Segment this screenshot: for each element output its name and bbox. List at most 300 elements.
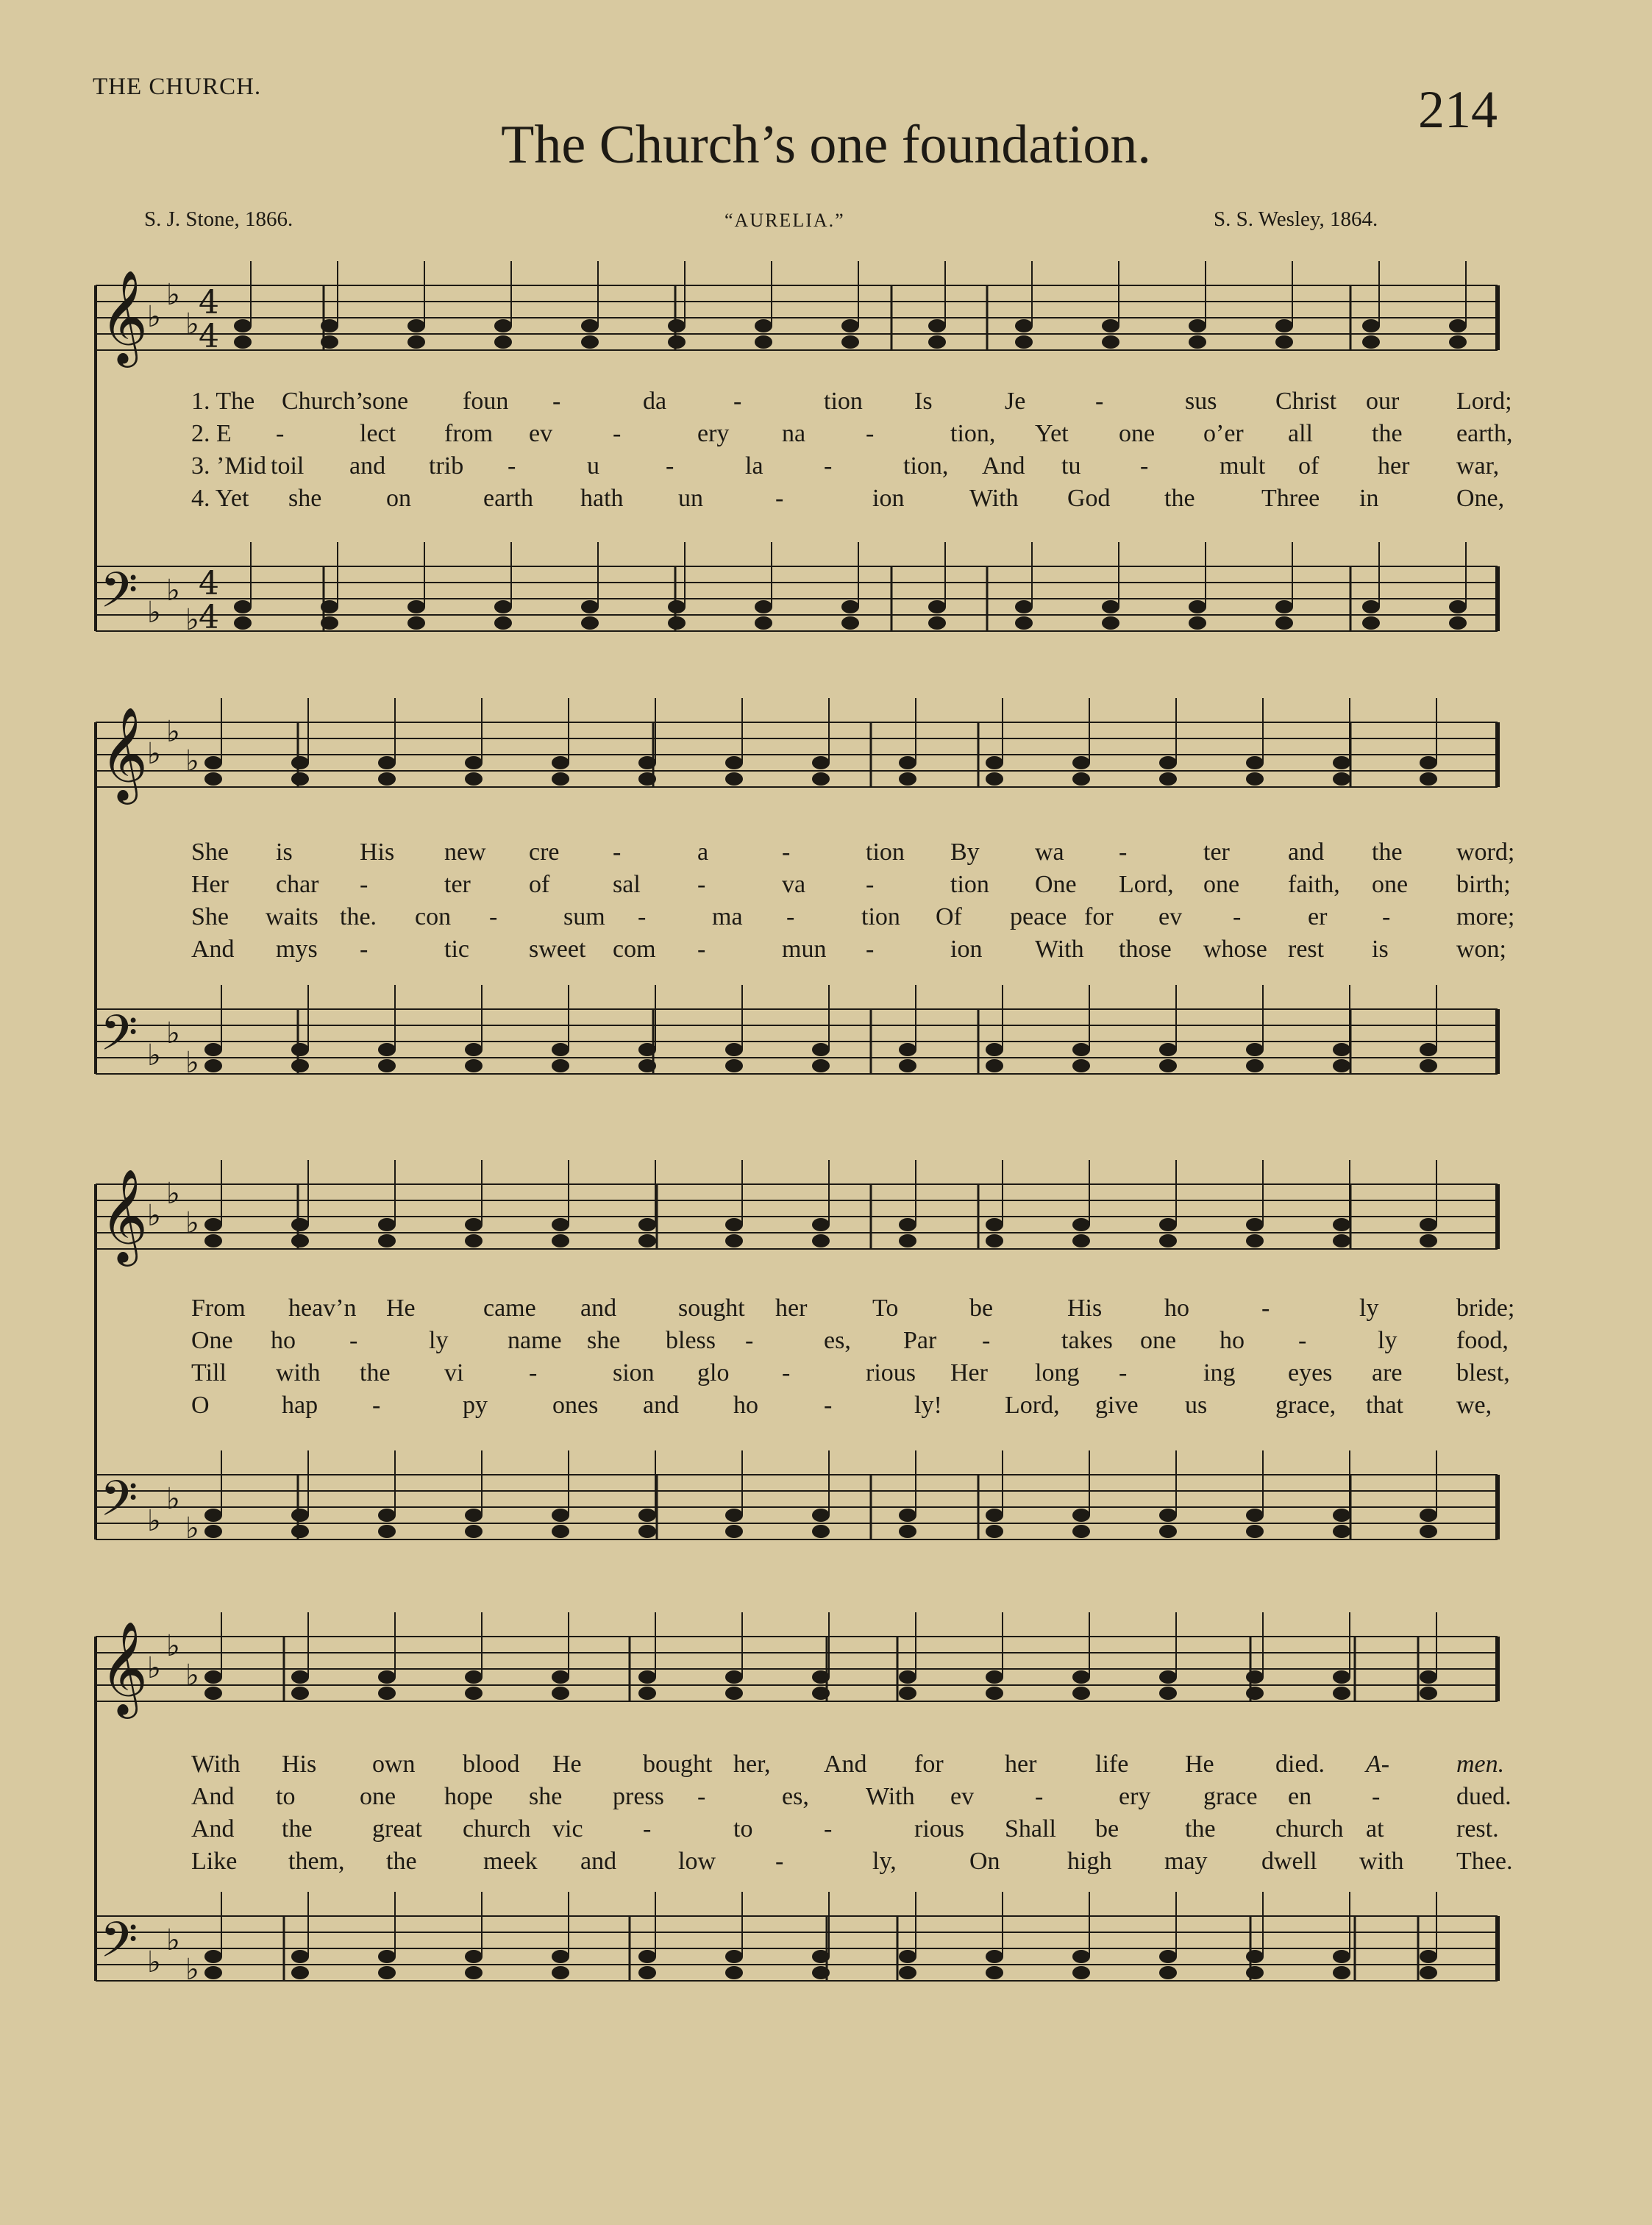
notehead: [1420, 1687, 1437, 1700]
lyric-syllable: one: [1203, 871, 1240, 898]
lyric-syllable: His: [282, 1751, 317, 1778]
lyric-syllable: we,: [1456, 1392, 1492, 1419]
flat-icon: ♭: [185, 1512, 199, 1545]
notehead: [1159, 1670, 1177, 1684]
composer-credit: S. S. Wesley, 1864.: [1214, 207, 1378, 231]
lyric-syllable: -: [643, 1815, 652, 1843]
flat-icon: ♭: [166, 1482, 180, 1516]
lyric-syllable: tion: [824, 388, 863, 415]
flat-icon: ♭: [166, 1177, 180, 1211]
lyric-syllable: hath: [580, 485, 624, 512]
notehead: [204, 1966, 222, 1979]
notehead: [552, 1670, 569, 1684]
lyric-syllable: war,: [1456, 452, 1500, 480]
notehead: [638, 1670, 656, 1684]
flat-icon: ♭: [185, 1659, 199, 1692]
lyric-syllable: She: [191, 903, 229, 930]
lyric-syllable: er: [1308, 903, 1328, 930]
notehead: [1420, 1670, 1437, 1684]
lyric-syllable: eyes: [1288, 1359, 1333, 1386]
lyric-syllable: -: [1233, 903, 1242, 930]
lyric-syllable: bless: [666, 1327, 716, 1354]
notehead: [638, 1966, 656, 1979]
lyric-syllable: the: [1185, 1815, 1216, 1843]
lyric-syllable: be: [1095, 1815, 1119, 1843]
lyric-syllable: -: [866, 871, 875, 898]
lyric-syllable: char: [276, 871, 319, 898]
lyric-syllable: tion: [866, 839, 905, 866]
lyric-syllable: mun: [782, 936, 827, 963]
lyric-syllable: ly!: [914, 1392, 942, 1419]
lyric-syllable: es,: [824, 1327, 851, 1354]
notehead: [986, 1966, 1003, 1979]
lyric-syllable: 3. ’Mid: [191, 452, 266, 480]
notehead: [378, 1966, 396, 1979]
lyric-syllable: meek: [483, 1848, 538, 1875]
lyric-syllable: with: [1359, 1848, 1404, 1875]
notehead: [1072, 1950, 1090, 1963]
lyric-syllable: word;: [1456, 839, 1515, 866]
lyric-syllable: -: [1298, 1327, 1307, 1354]
lyric-syllable: rious: [914, 1815, 964, 1843]
lyric-syllable: -: [824, 1815, 833, 1843]
lyric-syllable: tic: [444, 936, 469, 963]
lyric-syllable: tu: [1061, 452, 1081, 480]
lyric-syllable: vi: [444, 1359, 464, 1386]
lyric-syllable: ho: [1220, 1327, 1245, 1354]
lyric-syllable: hap: [282, 1392, 318, 1419]
lyric-syllable: ly: [1359, 1295, 1379, 1322]
lyric-syllable: By: [950, 839, 980, 866]
lyric-syllable: -: [1095, 388, 1104, 415]
lyric-syllable: the.: [340, 903, 377, 930]
lyric-syllable: -: [1140, 452, 1149, 480]
lyric-syllable: one: [360, 1783, 396, 1810]
lyric-syllable: of: [529, 871, 550, 898]
notehead: [1246, 1687, 1264, 1700]
lyric-syllable: un: [678, 485, 703, 512]
lyric-syllable: -: [372, 1392, 381, 1419]
lyric-syllable: -: [824, 1392, 833, 1419]
lyric-syllable: Je: [1005, 388, 1026, 415]
notehead: [465, 1950, 483, 1963]
lyric-syllable: her,: [733, 1751, 771, 1778]
lyric-syllable: Three: [1261, 485, 1320, 512]
lyric-syllable: -: [666, 452, 674, 480]
lyric-syllable: more;: [1456, 903, 1515, 930]
lyric-syllable: her: [1378, 452, 1410, 480]
notehead: [899, 1966, 916, 1979]
notehead: [378, 1950, 396, 1963]
flat-icon: ♭: [166, 1923, 180, 1957]
hymn-number: 214: [1418, 80, 1498, 139]
lyric-syllable: con: [415, 903, 452, 930]
lyric-syllable: at: [1366, 1815, 1384, 1843]
time-signature: 4: [199, 565, 219, 602]
lyric-syllable: tion,: [950, 420, 996, 447]
lyric-syllable: -: [697, 871, 706, 898]
lyric-syllable: name: [508, 1327, 562, 1354]
lyric-syllable: may: [1164, 1848, 1208, 1875]
notehead: [725, 1670, 743, 1684]
lyric-syllable: -: [349, 1327, 358, 1354]
notehead: [291, 1687, 309, 1700]
lyric-syllable: She: [191, 839, 229, 866]
lyric-syllable: a: [697, 839, 709, 866]
lyric-syllable: A-: [1366, 1751, 1390, 1778]
lyric-syllable: And: [191, 1815, 235, 1843]
flat-icon: ♭: [147, 596, 161, 630]
lyric-syllable: tion,: [903, 452, 949, 480]
lyric-syllable: ly: [1378, 1327, 1398, 1354]
lyric-line: [0, 1848, 1652, 1877]
lyric-syllable: on: [386, 485, 411, 512]
lyric-syllable: mys: [276, 936, 318, 963]
time-signature: 4: [199, 284, 219, 321]
lyric-syllable: Church’s: [282, 388, 372, 415]
lyric-syllable: -: [613, 839, 622, 866]
lyric-syllable: ing: [1203, 1359, 1236, 1386]
lyric-syllable: ion: [872, 485, 905, 512]
lyric-syllable: one: [1372, 871, 1409, 898]
lyric-syllable: With: [866, 1783, 915, 1810]
lyric-syllable: -: [697, 936, 706, 963]
lyric-syllable: those: [1119, 936, 1172, 963]
lyric-syllable: grace: [1203, 1783, 1258, 1810]
lyric-syllable: ho: [271, 1327, 296, 1354]
lyric-syllable: heav’n: [288, 1295, 357, 1322]
lyric-syllable: takes: [1061, 1327, 1113, 1354]
lyric-syllable: faith,: [1288, 871, 1340, 898]
lyric-syllable: dwell: [1261, 1848, 1317, 1875]
lyric-syllable: and: [580, 1295, 617, 1322]
bass-clef-icon: 𝄢: [100, 1912, 138, 1980]
flat-icon: ♭: [166, 1017, 180, 1050]
notehead: [465, 1687, 483, 1700]
notehead: [1333, 1966, 1350, 1979]
lyric-syllable: na: [782, 420, 806, 447]
lyric-syllable: -: [1035, 1783, 1044, 1810]
bass-clef-icon: 𝄢: [100, 1470, 138, 1539]
flat-icon: ♭: [147, 1039, 161, 1072]
lyric-syllable: dued.: [1456, 1783, 1512, 1810]
lyric-syllable: her: [1005, 1751, 1037, 1778]
lyric-syllable: -: [786, 903, 795, 930]
notehead: [986, 1950, 1003, 1963]
lyric-syllable: the: [386, 1848, 417, 1875]
lyric-syllable: sal: [613, 871, 641, 898]
lyric-syllable: -: [697, 1783, 706, 1810]
lyric-syllable: -: [552, 388, 561, 415]
lyric-syllable: -: [360, 936, 369, 963]
lyric-syllable: -: [824, 452, 833, 480]
lyric-syllable: is: [1372, 936, 1389, 963]
lyric-syllable: long: [1035, 1359, 1080, 1386]
treble-clef-icon: 𝄞: [100, 1620, 149, 1715]
lyric-syllable: ho: [733, 1392, 758, 1419]
lyric-syllable: Like: [191, 1848, 238, 1875]
flat-icon: ♭: [185, 744, 199, 778]
notehead: [1159, 1966, 1177, 1979]
lyric-syllable: -: [982, 1327, 991, 1354]
notehead: [552, 1950, 569, 1963]
lyric-syllable: vic: [552, 1815, 583, 1843]
lyric-syllable: one: [1119, 420, 1156, 447]
lyric-syllable: trib: [429, 452, 464, 480]
lyric-syllable: God: [1067, 485, 1111, 512]
flat-icon: ♭: [147, 300, 161, 334]
notehead: [638, 1687, 656, 1700]
lyric-syllable: -: [1261, 1295, 1270, 1322]
lyric-syllable: and: [1288, 839, 1325, 866]
notehead: [986, 1687, 1003, 1700]
lyric-syllable: Lord;: [1456, 388, 1512, 415]
lyric-syllable: men.: [1456, 1751, 1505, 1778]
lyric-syllable: church: [1275, 1815, 1344, 1843]
notehead: [204, 1687, 222, 1700]
notehead: [204, 1950, 222, 1963]
lyric-syllable: grace,: [1275, 1392, 1336, 1419]
lyric-syllable: 2. E: [191, 420, 232, 447]
lyric-syllable: sum: [563, 903, 605, 930]
notehead: [1246, 1966, 1264, 1979]
lyric-syllable: our: [1366, 388, 1400, 415]
lyric-syllable: da: [643, 388, 667, 415]
lyric-syllable: rest: [1288, 936, 1325, 963]
flat-icon: ♭: [147, 737, 161, 771]
lyric-syllable: for: [1084, 903, 1114, 930]
lyric-syllable: came: [483, 1295, 536, 1322]
lyric-syllable: ery: [1119, 1783, 1151, 1810]
lyric-syllable: And: [824, 1751, 867, 1778]
lyric-syllable: new: [444, 839, 486, 866]
notehead: [1420, 1950, 1437, 1963]
flat-icon: ♭: [185, 1046, 199, 1080]
lyric-syllable: mult: [1220, 452, 1266, 480]
lyric-syllable: va: [782, 871, 806, 898]
lyric-syllable: -: [733, 388, 742, 415]
lyric-syllable: tion: [861, 903, 900, 930]
flat-icon: ♭: [166, 715, 180, 749]
author-credit: S. J. Stone, 1866.: [144, 207, 293, 231]
lyric-syllable: life: [1095, 1751, 1129, 1778]
lyric-syllable: o’er: [1203, 420, 1244, 447]
lyric-syllable: earth: [483, 485, 533, 512]
lyric-syllable: with: [276, 1359, 321, 1386]
bass-clef-icon: 𝄢: [100, 1005, 138, 1073]
lyric-syllable: en: [1288, 1783, 1312, 1810]
notehead: [1072, 1687, 1090, 1700]
lyric-syllable: waits: [266, 903, 318, 930]
lyric-syllable: ones: [552, 1392, 599, 1419]
notehead: [1333, 1687, 1350, 1700]
notehead: [1159, 1950, 1177, 1963]
lyric-syllable: blood: [463, 1751, 520, 1778]
bass-clef-icon: 𝄢: [100, 562, 138, 630]
lyric-syllable: Thee.: [1456, 1848, 1513, 1875]
notehead: [465, 1670, 483, 1684]
lyric-syllable: one: [372, 388, 409, 415]
lyric-syllable: And: [191, 1783, 235, 1810]
lyric-syllable: -: [775, 485, 784, 512]
flat-icon: ♭: [147, 1945, 161, 1979]
lyric-syllable: the: [1372, 839, 1403, 866]
lyric-syllable: for: [914, 1751, 944, 1778]
notehead: [812, 1687, 830, 1700]
lyric-syllable: whose: [1203, 936, 1267, 963]
lyric-syllable: and: [349, 452, 386, 480]
lyric-syllable: ter: [1203, 839, 1230, 866]
lyric-syllable: high: [1067, 1848, 1112, 1875]
lyric-syllable: ery: [697, 420, 730, 447]
lyric-syllable: es,: [782, 1783, 809, 1810]
lyric-syllable: us: [1185, 1392, 1208, 1419]
lyric-syllable: to: [276, 1783, 296, 1810]
lyric-syllable: low: [678, 1848, 716, 1875]
lyric-syllable: rious: [866, 1359, 916, 1386]
lyric-syllable: py: [463, 1392, 488, 1419]
lyric-syllable: Of: [936, 903, 962, 930]
lyric-syllable: ma: [712, 903, 743, 930]
lyric-syllable: the: [1372, 420, 1403, 447]
lyric-syllable: wa: [1035, 839, 1064, 866]
lyric-syllable: -: [1382, 903, 1391, 930]
lyric-syllable: -: [1119, 1359, 1128, 1386]
lyric-syllable: With: [191, 1751, 241, 1778]
lyric-syllable: -: [360, 871, 369, 898]
lyric-syllable: bride;: [1456, 1295, 1515, 1322]
time-signature: 4: [199, 599, 219, 636]
lyric-syllable: the: [282, 1815, 313, 1843]
lyric-syllable: -: [745, 1327, 754, 1354]
treble-clef-icon: 𝄞: [100, 706, 149, 800]
notehead: [725, 1950, 743, 1963]
lyric-syllable: Par: [903, 1327, 937, 1354]
notehead: [204, 1670, 222, 1684]
lyric-syllable: won;: [1456, 936, 1506, 963]
lyric-syllable: Her: [950, 1359, 988, 1386]
lyric-syllable: rest.: [1456, 1815, 1499, 1843]
lyric-syllable: Lord,: [1119, 871, 1174, 898]
lyric-syllable: in: [1359, 485, 1379, 512]
notehead: [725, 1687, 743, 1700]
lyric-syllable: ion: [950, 936, 983, 963]
lyric-syllable: u: [587, 452, 599, 480]
lyric-syllable: ly,: [872, 1848, 897, 1875]
notehead: [291, 1670, 309, 1684]
notehead: [552, 1966, 569, 1979]
lyric-syllable: -: [276, 420, 285, 447]
flat-icon: ♭: [147, 1651, 161, 1685]
lyric-syllable: foun: [463, 388, 509, 415]
lyric-syllable: peace: [1010, 903, 1067, 930]
lyric-syllable: -: [782, 839, 791, 866]
lyric-syllable: On: [969, 1848, 1000, 1875]
lyric-syllable: His: [360, 839, 395, 866]
lyric-syllable: church: [463, 1815, 531, 1843]
flat-icon: ♭: [147, 1504, 161, 1538]
notehead: [378, 1687, 396, 1700]
lyric-syllable: of: [1298, 452, 1320, 480]
lyric-syllable: blest,: [1456, 1359, 1510, 1386]
lyric-syllable: One: [1035, 871, 1077, 898]
lyric-syllable: food,: [1456, 1327, 1509, 1354]
lyric-syllable: one: [1140, 1327, 1177, 1354]
lyric-syllable: earth,: [1456, 420, 1513, 447]
lyric-syllable: ev: [529, 420, 553, 447]
lyric-syllable: all: [1288, 420, 1313, 447]
lyric-syllable: He: [552, 1751, 582, 1778]
notehead: [986, 1670, 1003, 1684]
lyric-syllable: -: [775, 1848, 784, 1875]
notehead: [1072, 1966, 1090, 1979]
notehead: [812, 1950, 830, 1963]
treble-clef-icon: 𝄞: [100, 1168, 149, 1262]
lyric-line: [0, 1783, 1652, 1812]
lyric-syllable: 1. The: [191, 388, 255, 415]
lyric-syllable: the: [1164, 485, 1195, 512]
notehead: [378, 1670, 396, 1684]
lyric-syllable: own: [372, 1751, 416, 1778]
lyric-syllable: press: [613, 1783, 664, 1810]
notehead: [899, 1950, 916, 1963]
lyric-syllable: 4. Yet: [191, 485, 249, 512]
lyric-syllable: -: [638, 903, 647, 930]
lyric-syllable: He: [386, 1295, 416, 1322]
lyric-syllable: His: [1067, 1295, 1103, 1322]
lyric-syllable: toil: [271, 452, 305, 480]
lyric-syllable: bought: [643, 1751, 713, 1778]
lyric-syllable: her: [775, 1295, 808, 1322]
lyric-syllable: give: [1095, 1392, 1139, 1419]
lyric-syllable: tion: [950, 871, 989, 898]
notehead: [812, 1966, 830, 1979]
notehead: [465, 1966, 483, 1979]
lyric-syllable: To: [872, 1295, 899, 1322]
notehead: [638, 1950, 656, 1963]
lyric-syllable: glo: [697, 1359, 730, 1386]
lyric-syllable: she: [529, 1783, 563, 1810]
lyric-syllable: O: [191, 1392, 210, 1419]
hymn-title: The Church’s one foundation.: [501, 115, 1151, 175]
lyric-syllable: sweet: [529, 936, 586, 963]
lyric-syllable: -: [866, 936, 875, 963]
lyric-syllable: ev: [950, 1783, 975, 1810]
lyric-syllable: be: [969, 1295, 994, 1322]
notehead: [291, 1966, 309, 1979]
lyric-syllable: la: [745, 452, 763, 480]
lyric-syllable: com: [613, 936, 656, 963]
flat-icon: ♭: [166, 1629, 180, 1663]
lyric-line: [0, 1751, 1652, 1780]
flat-icon: ♭: [147, 1199, 161, 1233]
lyric-syllable: He: [1185, 1751, 1214, 1778]
lyric-syllable: Till: [191, 1359, 227, 1386]
lyric-syllable: Her: [191, 871, 229, 898]
lyric-syllable: and: [580, 1848, 617, 1875]
notehead: [1159, 1687, 1177, 1700]
lyric-syllable: -: [529, 1359, 538, 1386]
lyric-syllable: the: [360, 1359, 391, 1386]
lyric-syllable: cre: [529, 839, 560, 866]
lyric-syllable: And: [982, 452, 1025, 480]
lyric-syllable: And: [191, 936, 235, 963]
lyric-syllable: With: [1035, 936, 1084, 963]
lyric-syllable: birth;: [1456, 871, 1511, 898]
tune-name: “AURELIA.”: [724, 210, 845, 231]
lyric-syllable: ly: [429, 1327, 449, 1354]
lyric-syllable: are: [1372, 1359, 1403, 1386]
